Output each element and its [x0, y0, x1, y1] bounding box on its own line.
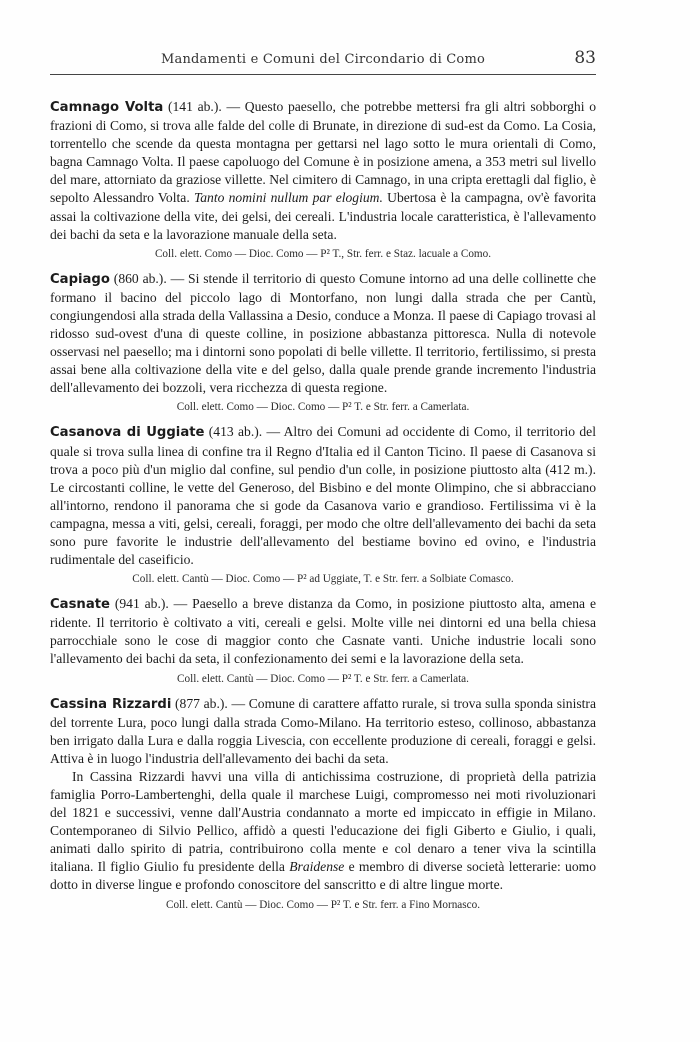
entry-capiago [50, 270, 596, 416]
entry-note: Coll. elett. Cantù — Dioc. Como — P² ad Uggiate, T. e Str. ferr. a Solbiate Comasco. [132, 573, 514, 586]
entry-name: Casanova di Uggiate [50, 425, 205, 441]
entry-population: (413 ab.). [208, 424, 263, 440]
entry-population: (141 ab.). [167, 99, 222, 114]
page-number: 83 [574, 48, 596, 68]
entry-population: (941 ab.). [114, 596, 169, 612]
page-header [50, 40, 596, 75]
entry-text: — Comune di carattere affatto rurale, si trova sulla sponda sinistra del torrente Lura, poco lungi dalla strada Como-Milano. Ha territorio esteso, collinoso, abbastanza ben irrigato dalla Lura e dalla roggia Livescia, con eccellente produzione di cereali, foraggi e gelsi. Attiva è in luogo l'industria dell'allevamento dei bachi da seta. [50, 695, 596, 766]
entry-italic-term: Braidense [289, 859, 345, 875]
entry-name: Camnago Volta [50, 100, 164, 115]
entry-text: e membro di diverse società letterarie: uomo dotto in diverse lingue e profondo conoscitore del sanscritto e di altre lingue morte. [50, 859, 596, 893]
entry-name: Cassina Rizzardi [50, 696, 172, 712]
entry-quote: Tanto nomini nullum par elogium. [193, 190, 383, 206]
entry-text: — Paesello a breve distanza da Como, in posizione piuttosto alta, amena e ridente. Il territorio è coltivato a viti, cereali e gelsi. Molte ville nei dintorni ed una bella chiesa parrocchiale sono le cose di maggior conto che Casnate vanti. Uniche industrie locali sono l'allevamento dei bachi da seta, il confezionamento dei semi e la lavorazione della seta. [50, 596, 596, 667]
entry-note: Coll. elett. Cantù — Dioc. Como — P² T. e Str. ferr. a Camerlata. [177, 672, 469, 685]
entry-text: — Altro dei Comuni ad occidente di Como, il territorio del quale si trova sulla linea di confine tra il Regno d'Italia ed il Canton Ticino. Il paese di Casanova si trova a poco più d'un miglio dal confine, sul pendio d'un colle, in posizione piuttosto alta (412 m.). Le circostanti colline, le vette del Generoso, del Bisbino e del monte Olimpino, che si abbracciano all'intorno, rendono il panorama che si gode da Casanova vario e grandioso. Fertilissima vi è la campagna, messa a viti, gelsi, cereali, foraggi, per modo che oltre dell'allevamento dei bachi da seta sono pure favorite le industrie dell'allevamento del bestiame bovino ed ovino, e l'industria rudimentale del caseificio. [50, 424, 596, 568]
running-title: Mandamenti e Comuni del Circondario di Como [160, 52, 486, 67]
entry-paragraph [50, 270, 596, 398]
entry-name: Casnate [50, 597, 110, 613]
entry-note: Coll. elett. Como — Dioc. Como — P² T. e Str. ferr. a Camerlata. [176, 401, 470, 414]
entry-population: (877 ab.). [175, 695, 228, 711]
entry-camnago-volta [50, 98, 596, 262]
entry-cassina-rizzardi [50, 695, 596, 913]
entry-paragraph [50, 595, 596, 668]
entry-text: In Cassina Rizzardi havvi una villa di antichissima costruzione, di proprietà della patrizia famiglia Porro-Lambertenghi, della quale il marchese Luigi, compromesso nei moti rivoluzionari del 1821 e successivi, venne dall'Austria condannato a morte ed impiccato in effigie in Milano. Contemporaneo di Silvio Pellico, affidò a questi l'educazione dei figli Giberto e Giulio, i quali, animati dallo spirito di patria, contribuirono colla mente e col denaro a tener viva la scintilla italiana. Il figlio Giulio fu presidente della [50, 768, 596, 875]
entry-casnate [50, 595, 596, 686]
entry-name: Capiago [50, 271, 110, 287]
entry-note: Coll. elett. Cantù — Dioc. Como — P² T. e Str. ferr. a Fino Mornasco. [166, 898, 480, 911]
entry-paragraph [50, 423, 596, 569]
entry-text: — Si stende il territorio di questo Comune intorno ad una delle collinette che formano il bacino del piccolo lago di Montorfano, non lungi dalla strada che per Cantù, congiungendosi alla strada della Vallassina a Desio, conduce a Monza. Il paese di Capiago trovasi al ridosso sud-ovest d'una di queste colline, in posizione abbastanza pittoresca. Nulla di notevole osservasi nel paesello; ma i dintorni sono popolati di belle villette. Il territorio, fertilissimo, si presta assai bene alla coltivazione della vite e del gelso, dalla quale prende grande incremento l'industria dell'allevamento dei bozzoli, vera ricchezza di questa regione. [50, 270, 596, 396]
entry-paragraph [50, 695, 596, 768]
entry-note: Coll. elett. Como — Dioc. Como — P² T., Str. ferr. e Staz. lacuale a Como. [154, 247, 492, 260]
page-content [50, 98, 596, 921]
entry-paragraph [50, 98, 596, 244]
entry-text: — Questo paesello, che potrebbe mettersi fra gli altri sobborghi o frazioni di Como, si trova alle falde del colle di Brunate, in direzione di sud-est da Como. La Cosia, torrentello che scende da questa montagna per gettarsi nel lago sotto le mura orientali di Como, bagna Camnago Volta. Il paese capoluogo del Comune è in posizione amena, a 353 metri sul livello del mare, attorniato da graziose villette. Nel cimitero di Camnago, in una cripta erettagli dal figlio, è sepolto Alessandro Volta. [50, 99, 596, 206]
entry-casanova-di-uggiate [50, 423, 596, 587]
entry-paragraph-2 [50, 768, 596, 895]
entry-population: (860 ab.). [113, 270, 167, 286]
entry-text: Ubertosa è la campagna, ov'è favorita assai la coltivazione della vite, dei gelsi, dei cereali. L'industria locale caratteristica, è l'allevamento dei bachi da seta e la lavorazione manuale della seta. [50, 190, 596, 242]
